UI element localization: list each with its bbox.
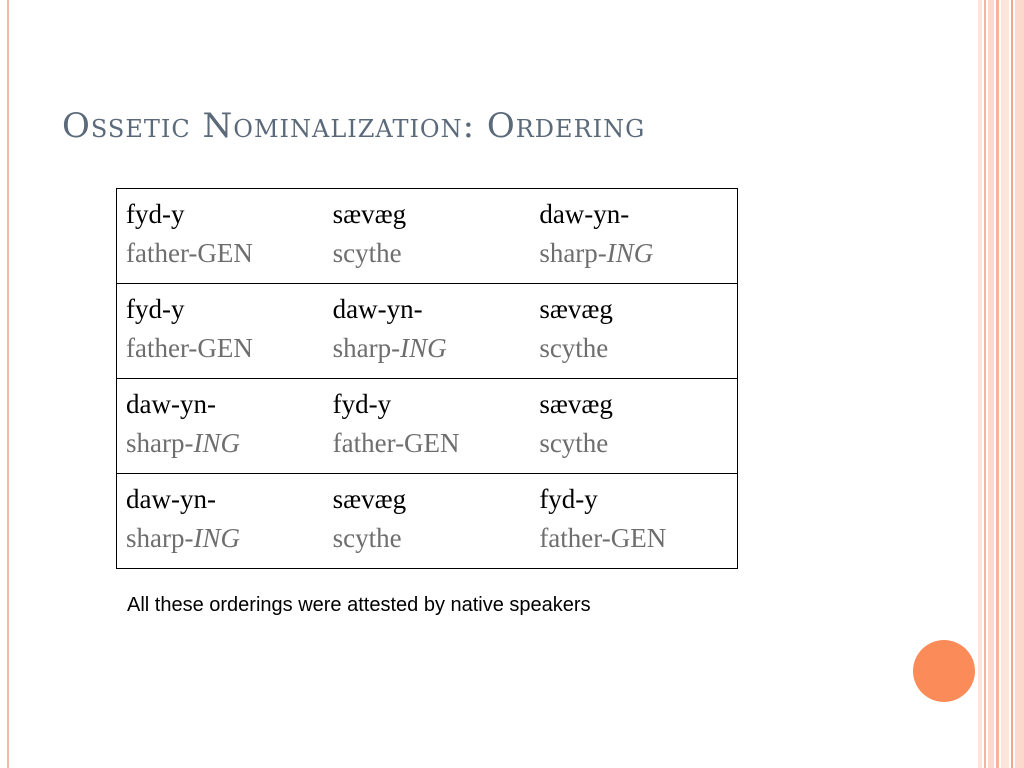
gloss-text: sharp- (126, 523, 194, 553)
table-row (117, 379, 738, 474)
right-border-decoration (978, 0, 1024, 768)
ossetic-word: daw-yn- (332, 294, 423, 324)
ordering-table (116, 188, 738, 569)
gloss-text: scythe (539, 333, 609, 363)
ossetic-word: daw-yn- (126, 389, 216, 419)
gloss (333, 329, 531, 368)
table-cell (324, 474, 531, 569)
gloss (539, 424, 737, 463)
gloss-text: father-GEN (539, 523, 667, 553)
gloss-text: father-GEN (332, 428, 460, 458)
gloss-text: sharp- (126, 428, 194, 458)
table-row (117, 284, 738, 379)
gloss-text: scythe (539, 428, 609, 458)
table-cell (324, 189, 531, 284)
gloss-suffix: ING (400, 333, 447, 363)
table-cell (117, 284, 324, 379)
gloss-text: scythe (332, 238, 402, 268)
slide-title: Ossetic Nominalization: Ordering (62, 106, 646, 146)
ossetic-word: fyd-y (126, 294, 185, 324)
ossetic-word: fyd-y (332, 389, 392, 419)
ossetic-word: sævæg (332, 484, 407, 514)
left-border-line (7, 0, 9, 768)
ossetic-word: daw-yn- (539, 199, 630, 229)
gloss-text: scythe (332, 523, 402, 553)
gloss (126, 234, 324, 273)
gloss-text: sharp- (332, 333, 401, 363)
table-cell (117, 379, 324, 474)
ossetic-word: sævæg (539, 389, 613, 419)
gloss (126, 424, 324, 463)
caption: All these orderings were attested by native speakers (127, 594, 591, 616)
table-cell (530, 189, 737, 284)
gloss (333, 519, 531, 558)
gloss (126, 329, 324, 368)
table-cell (530, 474, 737, 569)
table-cell (117, 474, 324, 569)
ossetic-word: daw-yn- (126, 484, 216, 514)
gloss (126, 519, 324, 558)
ossetic-word: sævæg (539, 294, 613, 324)
ossetic-word: fyd-y (539, 484, 598, 514)
gloss (333, 424, 531, 463)
gloss-suffix: ING (193, 523, 240, 553)
gloss-text: father-GEN (126, 333, 253, 363)
gloss (539, 519, 737, 558)
gloss-text: sharp- (539, 238, 607, 268)
gloss-suffix: ING (606, 238, 654, 268)
table-cell (530, 379, 737, 474)
gloss (539, 234, 737, 273)
table-row (117, 474, 738, 569)
table-row (117, 189, 738, 284)
table-cell (324, 284, 531, 379)
table-cell (324, 379, 531, 474)
ossetic-word: fyd-y (126, 199, 185, 229)
accent-circle (913, 640, 975, 702)
gloss-suffix: ING (193, 428, 240, 458)
table-cell (117, 189, 324, 284)
gloss (333, 234, 531, 273)
gloss (539, 329, 737, 368)
table-cell (530, 284, 737, 379)
ossetic-word: sævæg (332, 199, 407, 229)
gloss-text: father-GEN (126, 238, 253, 268)
